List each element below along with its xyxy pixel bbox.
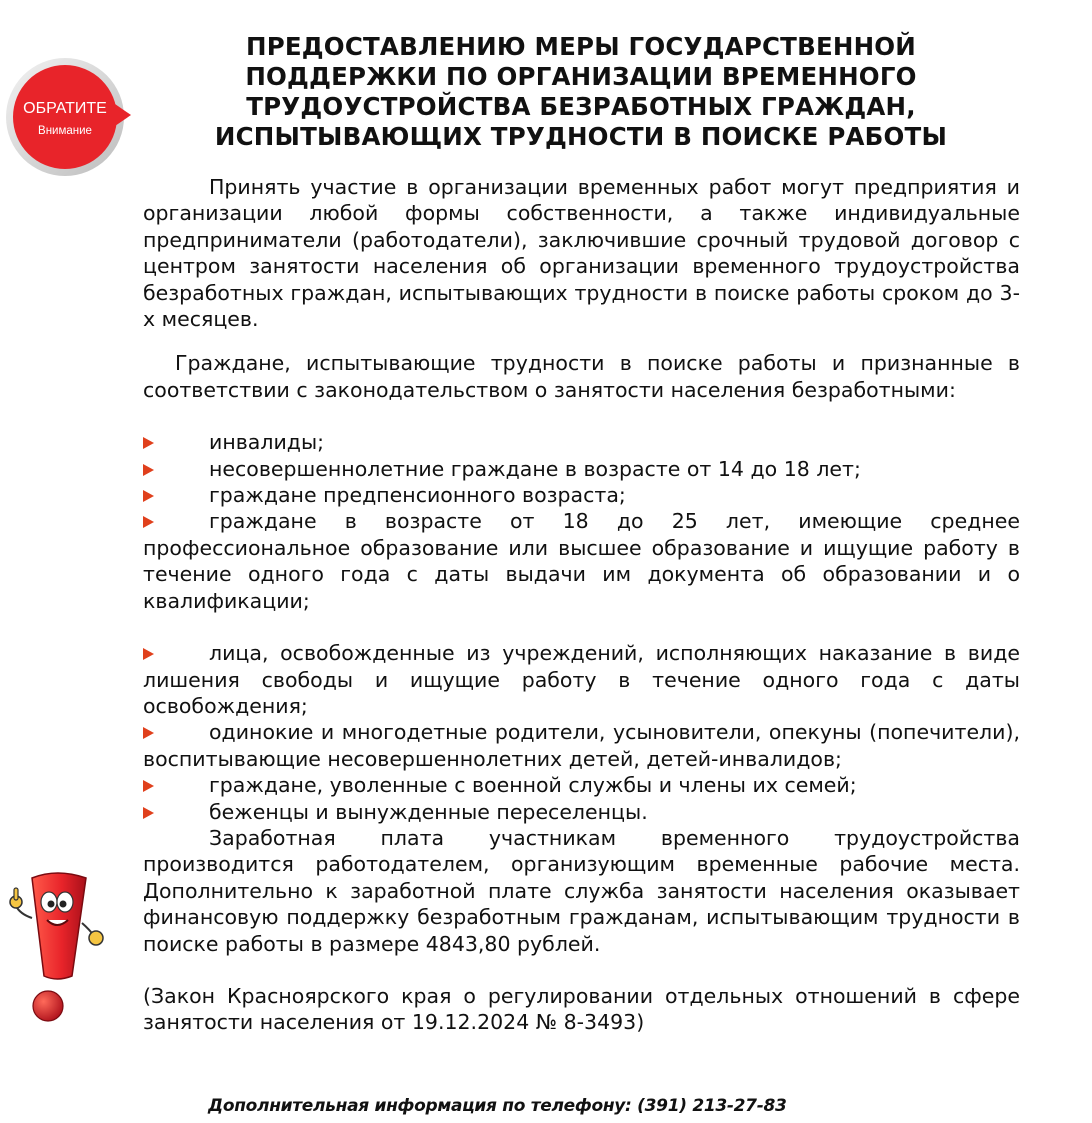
list-item-text: беженцы и вынужденные переселенцы.: [209, 799, 648, 824]
document-title: ПРЕДОСТАВЛЕНИЮ МЕРЫ ГОСУДАРСТВЕННОЙ ПОДДЕРЖКИ ПО ОРГАНИЗАЦИИ ВРЕМЕННОГО ТРУДОУСТРОЙСТВА БЕЗРАБОТНЫХ ГРАЖДАН, ИСПЫТЫВАЮЩИХ ТРУДНОСТИ В ПОИСКЕ РАБОТЫ: [214, 32, 948, 151]
document-body: [143, 174, 1020, 1036]
attention-badge-icon: [2, 55, 132, 180]
paragraph-salary: Заработная плата участникам временного трудоустройства производится работодателем, организующим временные рабочие места. Дополнительно к заработной плате служба занятости населения оказывает финансовую поддержку безработным гражданам, испытывающим трудности в поиске работы в размере 4843,80 рублей.: [143, 825, 1020, 956]
red-triangle-bullet-icon: [143, 727, 154, 739]
exclamation-mascot: [2, 868, 112, 1023]
red-triangle-bullet-icon: [143, 437, 154, 449]
red-triangle-bullet-icon: [143, 780, 154, 792]
footer-contact: Дополнительная информация по телефону: (391) 213-27-83: [208, 1096, 787, 1116]
list-item-text: несовершеннолетние граждане в возрасте от 14 до 18 лет;: [209, 456, 861, 481]
badge-line-1: ОБРАТИТЕ: [23, 100, 107, 117]
red-triangle-bullet-icon: [143, 516, 154, 528]
paragraph-employers: Принять участие в организации временных работ могут предприятия и организации любой формы собственности, а также индивидуальные предприниматели (работодатели), заключившие срочный трудовой договор с центром занятости населения об организации временного трудоустройства безработных граждан, испытывающих трудности в поиске работы сроком до 3-х месяцев.: [143, 175, 1020, 332]
red-triangle-bullet-icon: [143, 648, 154, 660]
list-item: [143, 456, 1020, 482]
paragraph-citizens: Граждане, испытывающие трудности в поиске работы и признанные в соответствии с законодательством о занятости населения безработными:: [143, 351, 1020, 402]
list-item: [143, 719, 1020, 772]
eligible-list: [143, 429, 1020, 825]
list-item-text: граждане в возрасте от 18 до 25 лет, имеющие среднее профессиональное образование или высшее образование и ищущие работу в течение одного года с даты выдачи им документа об образовании и о квалификации;: [143, 509, 1020, 613]
list-item-text: граждане, уволенные с военной службы и члены их семей;: [209, 773, 857, 798]
exclamation-mascot-icon: [2, 868, 112, 1023]
list-item: [143, 799, 1020, 825]
list-item: [143, 429, 1020, 455]
list-item-text: лица, освобожденные из учреждений, исполняющих наказание в виде лишения свободы и ищущие работу в течение одного года с даты освобождения;: [143, 641, 1020, 718]
red-triangle-bullet-icon: [143, 464, 154, 476]
list-item: [143, 640, 1020, 719]
red-triangle-bullet-icon: [143, 807, 154, 819]
badge-line-2: Внимание: [38, 125, 92, 137]
list-item: [143, 772, 1020, 798]
list-item: [143, 482, 1020, 508]
list-item: [143, 508, 1020, 614]
red-triangle-bullet-icon: [143, 490, 154, 502]
attention-badge: [2, 55, 132, 180]
list-item-text: граждане предпенсионного возраста;: [209, 483, 626, 508]
paragraph-law-reference: (Закон Красноярского края о регулировании отдельных отношений в сфере занятости населения от 19.12.2024 № 8-3493): [143, 983, 1020, 1035]
list-item-text: одинокие и многодетные родители, усыновители, опекуны (попечители), воспитывающие несовершеннолетних детей, детей-инвалидов;: [143, 720, 1020, 771]
list-item-text: инвалиды;: [209, 430, 325, 455]
